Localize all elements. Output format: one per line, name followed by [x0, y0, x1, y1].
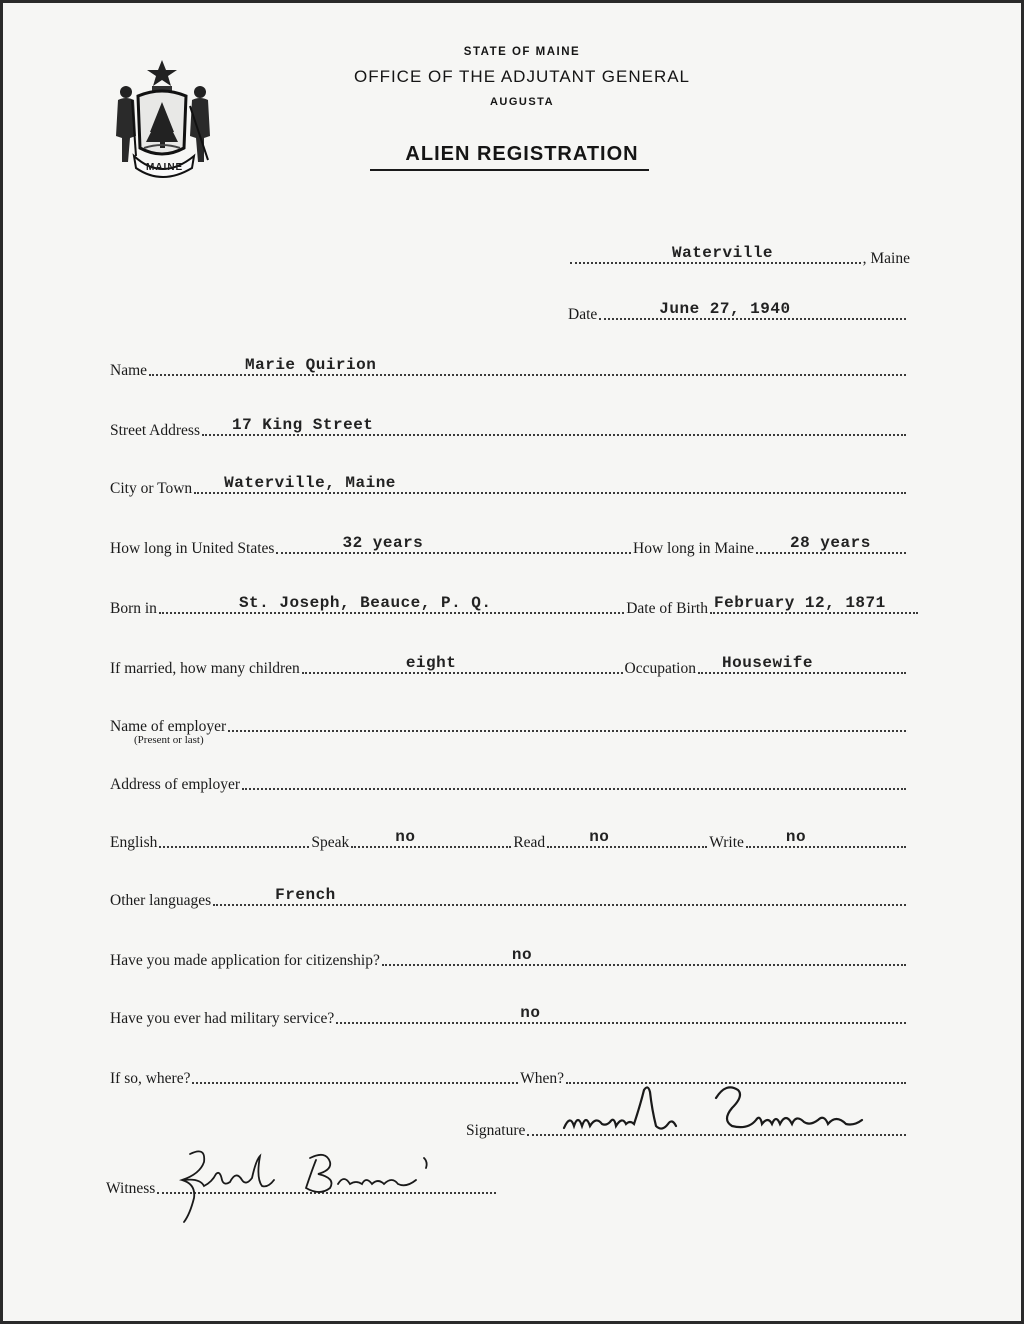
- employer-note: (Present or last): [134, 734, 204, 746]
- employer-address-field: [242, 766, 906, 790]
- write-label: Write: [709, 834, 744, 851]
- street-field: [202, 412, 906, 436]
- city-row: [110, 474, 908, 500]
- children-value: eight: [405, 654, 457, 672]
- witness-label: Witness: [106, 1180, 156, 1197]
- maine-duration-field: [756, 530, 906, 554]
- street-row: [110, 416, 908, 442]
- witness-handwriting: [160, 1140, 460, 1226]
- speak-label: Speak: [311, 834, 350, 851]
- location-row: [568, 244, 910, 270]
- city-field: [194, 470, 906, 494]
- employer-address-row: [110, 770, 908, 796]
- dob-label: Date of Birth: [626, 600, 708, 617]
- children-field: [302, 650, 623, 674]
- children-label: If married, how many children: [110, 660, 300, 677]
- employer-row: [110, 712, 908, 738]
- employer-field: [228, 708, 906, 732]
- english-row: [110, 828, 908, 854]
- maine-duration-value: 28 years: [790, 534, 871, 552]
- us-duration-label: How long in United States: [110, 540, 275, 557]
- street-label: Street Address: [110, 422, 200, 439]
- occupation-value: Housewife: [722, 654, 813, 672]
- location-suffix: , Maine: [862, 250, 910, 267]
- military-value: no: [520, 1004, 541, 1022]
- speak-value: no: [395, 828, 416, 846]
- born-in-field: [159, 590, 624, 614]
- occupation-field: [698, 650, 906, 674]
- name-value: Marie Quirion: [245, 356, 377, 374]
- dob-field: [710, 590, 918, 614]
- english-gap: [159, 824, 309, 848]
- read-value: no: [589, 828, 610, 846]
- dob-value: February 12, 1871: [714, 594, 886, 612]
- citizenship-field: [382, 942, 906, 966]
- citizenship-value: no: [511, 946, 533, 964]
- citizenship-label: Have you made application for citizenship?: [110, 952, 380, 969]
- military-label: Have you ever had military service?: [110, 1010, 335, 1027]
- other-languages-row: [110, 886, 908, 912]
- children-row: [110, 654, 908, 680]
- where-label: If so, where?: [110, 1070, 191, 1087]
- name-label: Name: [110, 362, 148, 379]
- name-row: [110, 356, 908, 382]
- when-label: When?: [520, 1070, 564, 1087]
- header-state: STATE OF MAINE: [463, 46, 581, 58]
- other-languages-value: French: [275, 886, 336, 904]
- city-value: Waterville, Maine: [224, 474, 396, 492]
- date-label: Date: [568, 306, 598, 323]
- occupation-label: Occupation: [624, 660, 696, 677]
- born-in-value: St. Joseph, Beauce, P. Q.: [238, 594, 492, 612]
- military-field: [336, 1000, 906, 1024]
- signature-label: Signature: [466, 1122, 526, 1139]
- name-field: [149, 352, 906, 376]
- speak-field: [351, 824, 511, 848]
- birth-row: [110, 594, 920, 620]
- read-label: Read: [513, 834, 546, 851]
- maine-duration-label: How long in Maine: [633, 540, 754, 557]
- write-value: no: [785, 828, 807, 846]
- duration-row: [110, 534, 908, 560]
- where-field: [192, 1060, 518, 1084]
- location-value: Waterville: [672, 244, 774, 262]
- us-duration-field: [276, 530, 631, 554]
- employer-address-label: Address of employer: [110, 776, 240, 793]
- form-title: ALIEN REGISTRATION: [405, 143, 639, 165]
- born-in-label: Born in: [110, 600, 157, 617]
- date-row: [568, 300, 908, 326]
- employer-label: Name of employer: [110, 718, 227, 735]
- street-value: 17 King Street: [231, 416, 374, 434]
- write-field: [746, 824, 906, 848]
- military-row: [110, 1004, 908, 1030]
- other-languages-label: Other languages: [110, 892, 212, 909]
- other-languages-field: [213, 882, 906, 906]
- title-underline: [370, 169, 649, 171]
- location-field: [570, 240, 861, 264]
- us-duration-value: 32 years: [342, 534, 424, 552]
- english-label: English: [110, 834, 158, 851]
- read-field: [547, 824, 707, 848]
- date-value: June 27, 1940: [659, 300, 791, 318]
- header-office: OFFICE OF THE ADJUTANT GENERAL: [353, 67, 691, 86]
- signature-handwriting: [556, 1080, 886, 1144]
- city-label: City or Town: [110, 480, 193, 497]
- header-city: AUGUSTA: [489, 96, 555, 108]
- citizenship-row: [110, 946, 908, 972]
- date-field: [599, 296, 906, 320]
- seal-banner-text: MAINE: [146, 162, 184, 173]
